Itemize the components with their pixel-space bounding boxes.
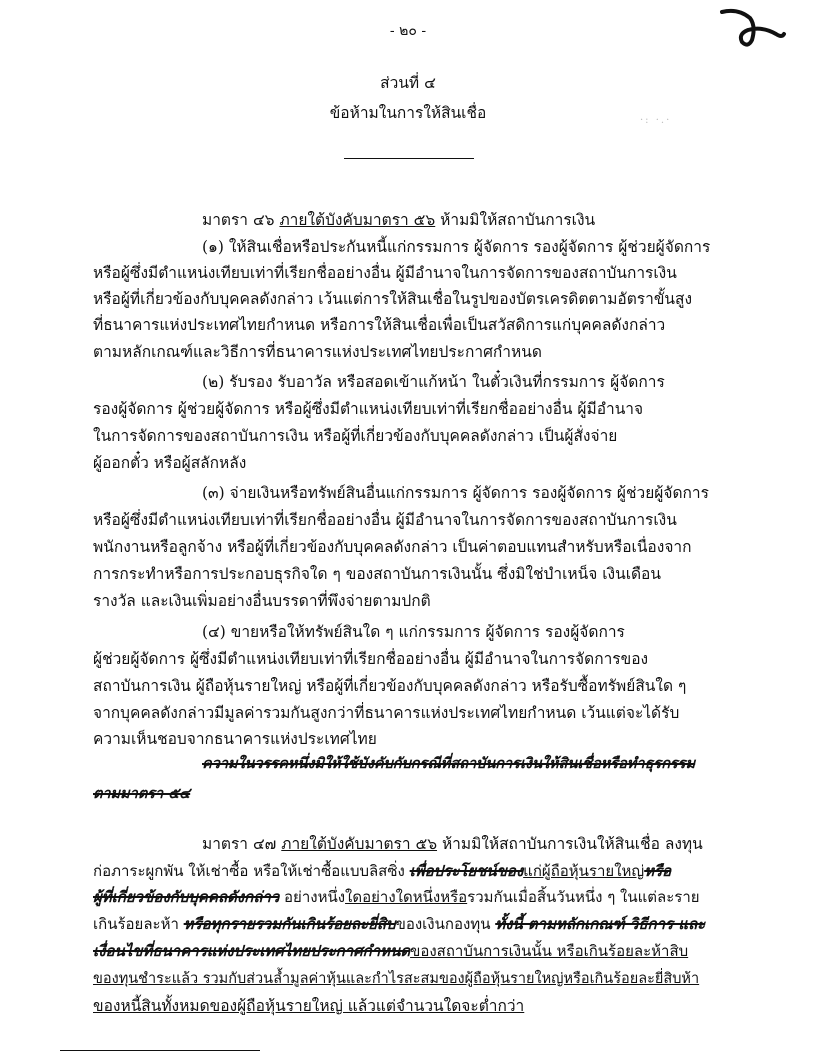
struck-paragraph-line: ความในวรรคหนึ่งมิให้ใช้บังคับกับกรณีที่สถาบันการเงินให้สินเชื่อหรือทำธุรกรรม xyxy=(202,755,696,772)
scan-noise: ·: ·.· xyxy=(640,115,672,126)
section-46-item-3-line: การกระทำหรือการประกอบธุรกิจใด ๆ ของสถาบันการเงินนั้น ซึ่งมิใช่บำเหน็จ เงินเดือน xyxy=(93,565,661,583)
section-46-item-1-line: ตามหลักเกณฑ์และวิธีการที่ธนาคารแห่งประเทศไทยประกาศกำหนด xyxy=(93,343,542,361)
section-46-item-1-line: หรือผู้ซึ่งมีตำแหน่งเทียบเท่าที่เรียกชื่ออย่างอื่น ผู้มีอำนาจในการจัดการของสถาบันการเงิน xyxy=(93,264,677,282)
footnote-divider xyxy=(60,1050,260,1051)
section-46-heading: มาตรา ๔๖ ภายใต้บังคับมาตรา ๕๖ ห้ามมิให้สถาบันการเงิน xyxy=(202,211,596,229)
section-46-item-1-line: หรือผู้ที่เกี่ยวข้องกับบุคคลดังกล่าว เว้นแต่การให้สินเชื่อในรูปของบัตรเครดิตตามอัตราขั้นสูง xyxy=(93,290,693,308)
section-46-item-2-line: (๒) รับรอง รับอาวัล หรือสอดเข้าแก้หน้า ในตั๋วเงินที่กรรมการ ผู้จัดการ xyxy=(202,373,665,391)
section-47-line: เกินร้อยละห้า หรือทุกรายรวมกันเกินร้อยละยี่สิบของเงินกองทุน ทั้งนี้ ตามหลักเกณฑ์ วิธีการ และ xyxy=(93,915,706,933)
section-47-line: มาตรา ๔๗ ภายใต้บังคับมาตรา ๕๖ ห้ามมิให้สถาบันการเงินให้สินเชื่อ ลงทุน xyxy=(202,835,703,853)
section-46-item-4-line: ความเห็นชอบจากธนาคารแห่งประเทศไทย xyxy=(93,730,377,748)
section-47-line: ของหนี้สินทั้งหมดของผู้ถือหุ้นรายใหญ่ แล้วแต่จำนวนใดจะต่ำกว่า xyxy=(93,997,525,1015)
section-46-item-2-line: รองผู้จัดการ ผู้ช่วยผู้จัดการ หรือผู้ซึ่งมีตำแหน่งเทียบเท่าที่เรียกชื่ออย่างอื่น ผู้มีอำนาจ xyxy=(93,400,644,418)
section-46-item-2-line: ในการจัดการของสถาบันการเงิน หรือผู้ที่เกี่ยวข้องกับบุคคลดังกล่าว เป็นผู้สั่งจ่าย xyxy=(93,427,618,445)
section-46-item-1-line: ที่ธนาคารแห่งประเทศไทยกำหนด หรือการให้สินเชื่อเพื่อเป็นสวัสดิการแก่บุคคลดังกล่าว xyxy=(93,316,666,334)
section-46-item-4-line: (๔) ขายหรือให้ทรัพย์สินใด ๆ แก่กรรมการ ผู้จัดการ รองผู้จัดการ xyxy=(202,623,625,641)
section-46-item-3-line: พนักงานหรือลูกจ้าง หรือผู้ที่เกี่ยวข้องกับบุคคลดังกล่าว เป็นค่าตอบแทนสำหรับหรือเนื่องจาก xyxy=(93,538,692,556)
section-46-item-3-line: หรือผู้ซึ่งมีตำแหน่งเทียบเท่าที่เรียกชื่ออย่างอื่น ผู้มีอำนาจในการจัดการของสถาบันการเงิน xyxy=(93,511,677,529)
section-46-item-4-line: จากบุคคลดังกล่าวมีมูลค่ารวมกันสูงกว่าที่ธนาคารแห่งประเทศไทยกำหนด เว้นแต่จะได้รับ xyxy=(93,704,680,722)
section-46-item-4-line: สถาบันการเงิน ผู้ถือหุ้นรายใหญ่ หรือผู้ที่เกี่ยวข้องกับบุคคลดังกล่าว หรือรับซื้อทรัพย์สินใด ๆ xyxy=(93,677,687,695)
part-title: ส่วนที่ ๔ xyxy=(380,74,436,92)
section-47-line: ของทุนชำระแล้ว รวมกับส่วนล้ำมูลค่าหุ้นและกำไรสะสมของผู้ถือหุ้นรายใหญ่หรือเกินร้อยละยี่สิบห้า xyxy=(93,971,700,987)
section-47-line: ผู้ที่เกี่ยวข้องกับบุคคลดังกล่าว อย่างหนึ่งใดอย่างใดหนึ่งหรือรวมกันเมื่อสิ้นวันหนึ่ง ๆ ในแต่ละราย xyxy=(93,888,700,906)
section-46-item-4-line: ผู้ช่วยผู้จัดการ ผู้ซึ่งมีตำแหน่งเทียบเท่าที่เรียกชื่ออย่างอื่น ผู้มีอำนาจในการจัดการของ xyxy=(93,650,649,668)
handwritten-mark xyxy=(718,4,788,50)
section-46-item-3-line: (๓) จ่ายเงินหรือทรัพย์สินอื่นแก่กรรมการ ผู้จัดการ รองผู้จัดการ ผู้ช่วยผู้จัดการ xyxy=(202,484,709,502)
section-47-line: เงื่อนไขที่ธนาคารแห่งประเทศไทยประกาศกำหนดของสถาบันการเงินนั้น หรือเกินร้อยละห้าสิบ xyxy=(93,942,689,960)
page-number: - ๒๐ - xyxy=(389,23,427,39)
section-46-item-1-line: (๑) ให้สินเชื่อหรือประกันหนี้แก่กรรมการ ผู้จัดการ รองผู้จัดการ ผู้ช่วยผู้จัดการ xyxy=(202,238,711,256)
part-subtitle: ข้อห้ามในการให้สินเชื่อ xyxy=(329,104,487,122)
section-47-line: ก่อภาระผูกพัน ให้เช่าซื้อ หรือให้เช่าซื้อแบบลิสซิ่ง เพื่อประโยชน์ของแก่ผู้ถือหุ้นรายใหญ่หรือ xyxy=(93,862,672,880)
struck-paragraph-line: ตามมาตรา ๕๔ xyxy=(93,785,191,802)
section-46-item-3-line: รางวัล และเงินเพิ่มอย่างอื่นบรรดาที่พึงจ่ายตามปกติ xyxy=(93,592,431,610)
section-46-item-2-line: ผู้ออกตั๋ว หรือผู้สลักหลัง xyxy=(93,454,247,472)
title-divider xyxy=(344,158,474,159)
